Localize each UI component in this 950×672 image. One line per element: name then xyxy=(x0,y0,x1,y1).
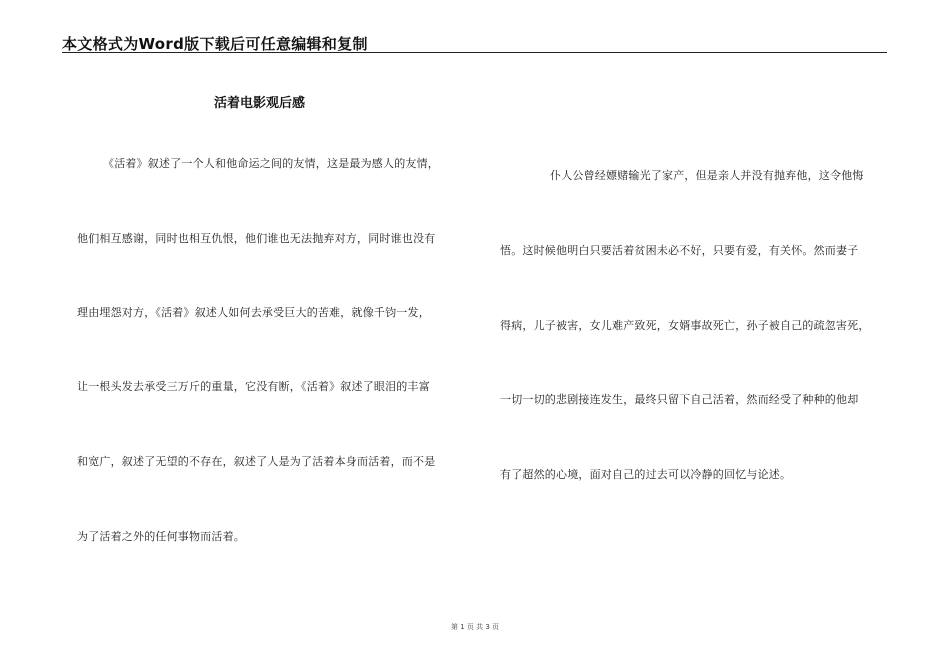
paragraph-line: 一切一切的悲剧接连发生，最终只留下自己活着，然而经受了种种的他却 xyxy=(500,393,859,406)
page-number-footer: 第 1 页 共 3 页 xyxy=(450,623,500,631)
paragraph-line: 他们相互感谢，同时也相互仇恨，他们谁也无法抛弃对方，同时谁也没有 xyxy=(77,232,436,245)
paragraph-line: 为了活着之外的任何事物而活着。 xyxy=(77,530,245,543)
header-banner: 本文格式为Word版下载后可任意编辑和复制 xyxy=(62,35,368,53)
paragraph-line: 悟。这时候他明白只要活着贫困未必不好，只要有爱，有关怀。然而妻子 xyxy=(500,244,859,257)
header-divider xyxy=(62,52,887,53)
paragraph-line: 《活着》叙述了一个人和他命运之间的友情，这是最为感人的友情， xyxy=(103,157,439,170)
paragraph-line: 让一根头发去承受三万斤的重量，它没有断，《活着》叙述了眼泪的丰富 xyxy=(77,380,430,393)
paragraph-line: 得病，儿子被害，女儿难产致死，女婿事故死亡，孙子被自己的疏忽害死， xyxy=(500,319,870,332)
document-title: 活着电影观后感 xyxy=(214,96,306,111)
paragraph-line: 和宽广，叙述了无望的不存在，叙述了人是为了活着本身而活着，而不是 xyxy=(77,455,436,468)
paragraph-line: 仆人公曾经嫖赌输光了家产，但是亲人并没有抛弃他，这令他悔 xyxy=(550,169,864,182)
paragraph-line: 理由埋怨对方，《活着》叙述人如何去承受巨大的苦难，就像千钧一发， xyxy=(77,306,430,319)
paragraph-line: 有了超然的心境，面对自己的过去可以冷静的回忆与论述。 xyxy=(500,468,792,481)
